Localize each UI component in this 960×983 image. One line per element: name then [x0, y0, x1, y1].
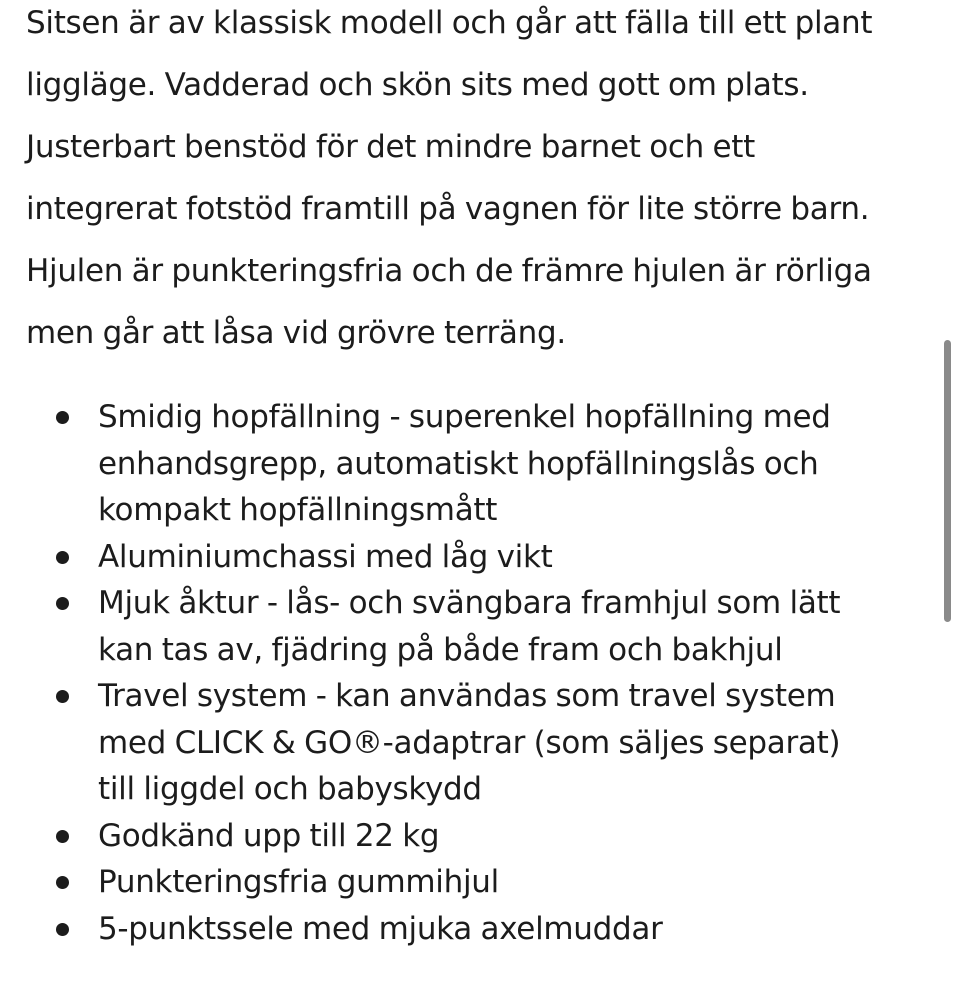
- list-item: [56, 394, 896, 534]
- list-item: [56, 580, 896, 673]
- list-item: [56, 673, 896, 813]
- bullet-icon: [56, 830, 69, 843]
- paragraph-line: Justerbart benstöd för det mindre barnet och ett: [26, 129, 756, 165]
- list-item-text: Punkteringsfria gummihjul: [98, 864, 499, 900]
- list-item: [56, 906, 896, 953]
- description-paragraph: [26, 0, 926, 364]
- list-item-text: Godkänd upp till 22 kg: [98, 817, 440, 854]
- vertical-scrollbar[interactable]: [944, 340, 951, 622]
- list-item-text: med CLICK & GO®-adaptrar (som säljes separat): [98, 724, 841, 761]
- bullet-icon: [56, 597, 69, 610]
- bullet-icon: [56, 690, 69, 703]
- list-item-text: 5-punktssele med mjuka axelmuddar: [98, 910, 663, 947]
- bullet-icon: [56, 411, 69, 424]
- paragraph-line: Hjulen är punkteringsfria och de främre hjulen är rörliga: [26, 253, 872, 289]
- list-item-text: kan tas av, fjädring på både fram och bakhjul: [98, 631, 783, 668]
- list-item-text: till liggdel och babyskydd: [98, 771, 482, 807]
- bullet-icon: [56, 876, 69, 889]
- paragraph-line: integrerat fotstöd framtill på vagnen för lite större barn.: [26, 191, 870, 227]
- list-item: [56, 534, 896, 581]
- list-item-text: enhandsgrepp, automatiskt hopfällningslås och: [98, 445, 819, 482]
- bullet-icon: [56, 551, 69, 564]
- bullet-icon: [56, 923, 69, 936]
- list-item-text: kompakt hopfällningsmått: [98, 492, 498, 528]
- product-description: [26, 0, 926, 364]
- list-item-text: Smidig hopfällning - superenkel hopfällning med: [98, 399, 831, 435]
- list-item-text: Travel system - kan användas som travel system: [98, 678, 836, 714]
- paragraph-line: Sitsen är av klassisk modell och går att fälla till ett plant: [26, 5, 873, 41]
- list-item: [56, 813, 896, 860]
- list-item: [56, 859, 896, 906]
- list-item-text: Aluminiumchassi med låg vikt: [98, 538, 553, 575]
- paragraph-line: liggläge. Vadderad och skön sits med gott om plats.: [26, 67, 809, 103]
- list-item-text: Mjuk åktur - lås- och svängbara framhjul som lätt: [98, 585, 841, 621]
- paragraph-line: men går att låsa vid grövre terräng.: [26, 315, 566, 351]
- feature-list: [56, 394, 896, 952]
